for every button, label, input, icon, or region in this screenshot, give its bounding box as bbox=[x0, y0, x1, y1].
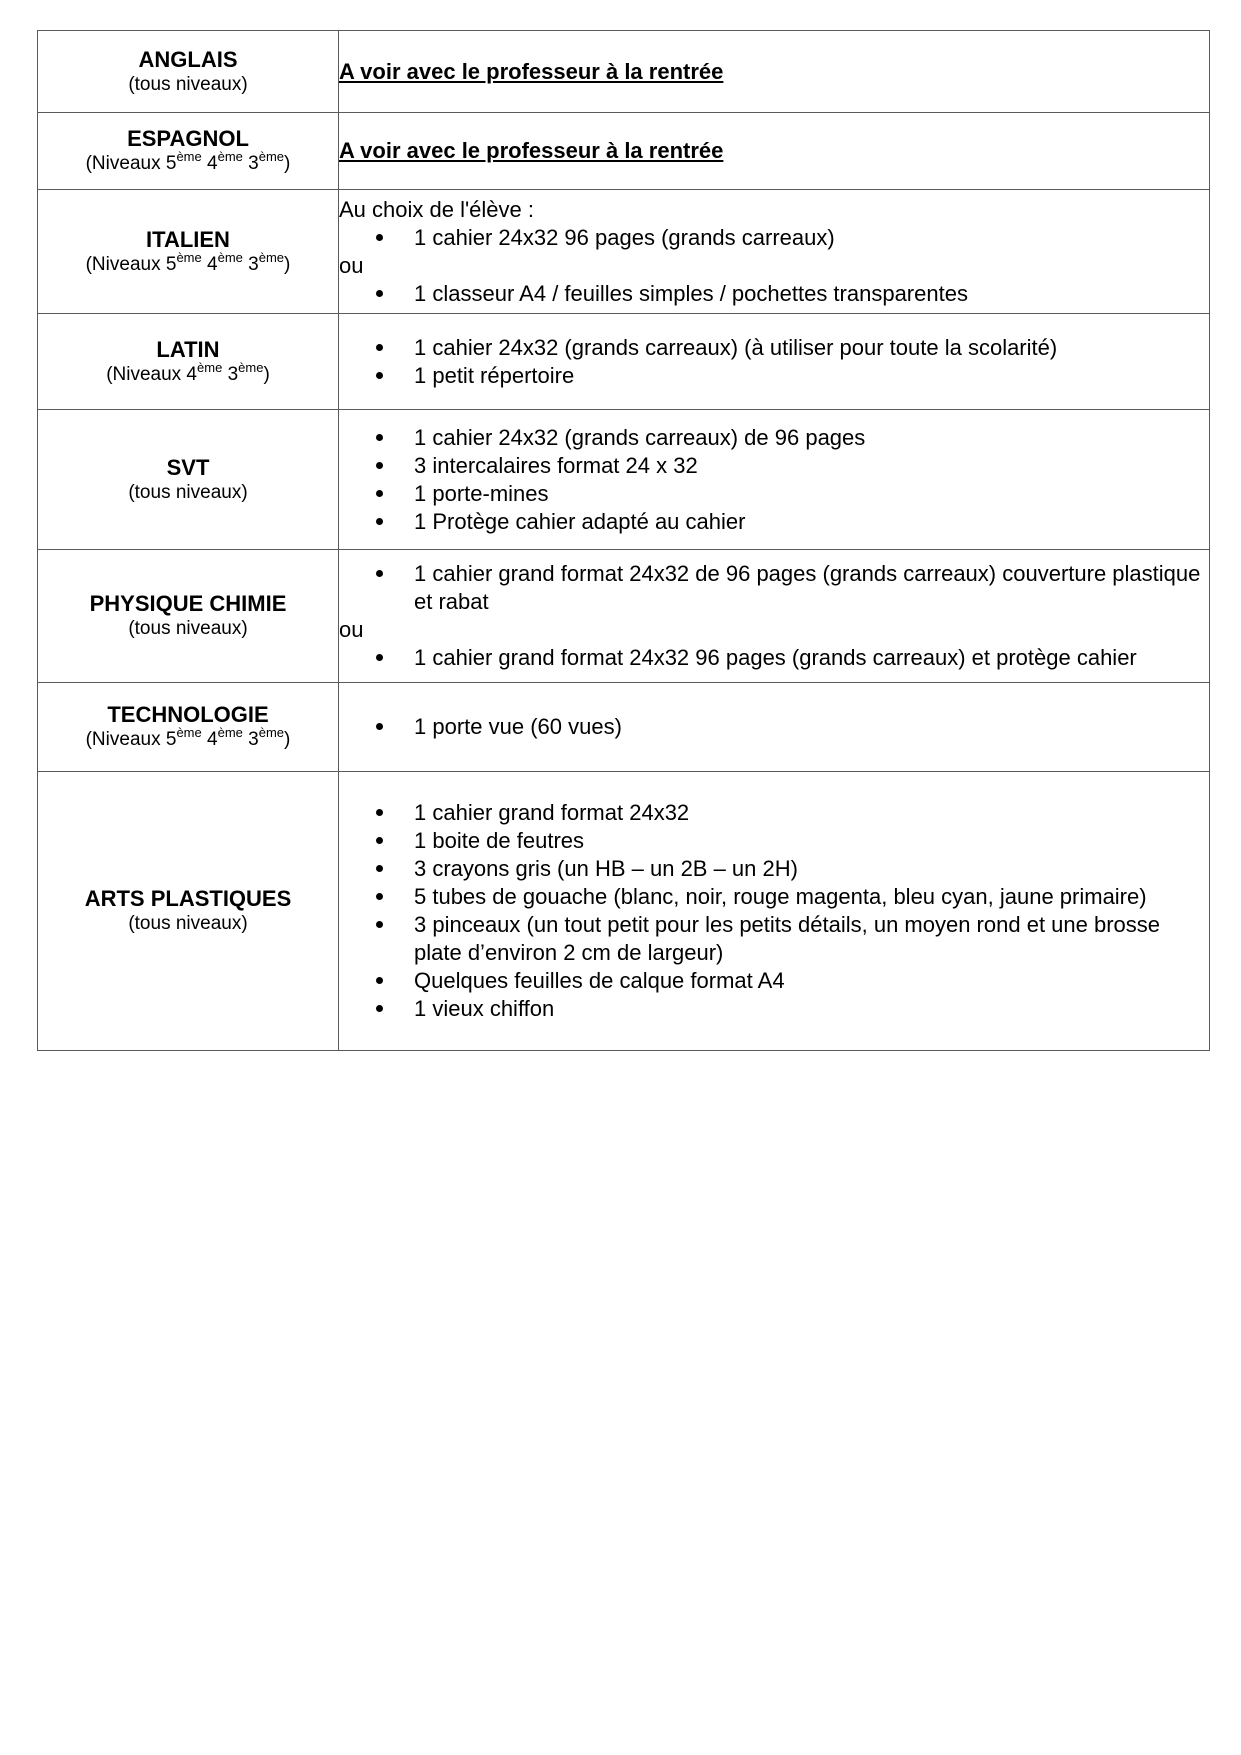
supply-list bbox=[339, 424, 1209, 536]
list-item: 1 classeur A4 / feuilles simples / pochettes transparentes bbox=[339, 280, 1209, 308]
row-technologie bbox=[38, 683, 1210, 772]
option-list bbox=[339, 644, 1209, 672]
subject-level: (tous niveaux) bbox=[128, 913, 248, 934]
subject-cell bbox=[38, 190, 339, 314]
content-cell bbox=[339, 113, 1210, 190]
subject-name: ITALIEN bbox=[146, 226, 230, 252]
bullet-icon bbox=[376, 893, 383, 900]
or-text: ou bbox=[339, 252, 364, 278]
list-item: 1 vieux chiffon bbox=[339, 995, 1209, 1023]
subject-name: ARTS PLASTIQUES bbox=[84, 886, 292, 911]
subject-cell bbox=[38, 683, 339, 772]
row-physique-chimie bbox=[38, 550, 1210, 683]
subject-level: (Niveaux 5ème 4ème 3ème) bbox=[85, 149, 291, 174]
bullet-icon bbox=[376, 837, 383, 844]
list-item: 1 cahier grand format 24x32 de 96 pages (grands carreaux) couverture plastique et rabat bbox=[339, 560, 1209, 616]
list-item: 3 intercalaires format 24 x 32 bbox=[339, 452, 1209, 480]
bullet-icon bbox=[376, 865, 383, 872]
option-list bbox=[339, 224, 1209, 252]
list-item: 1 petit répertoire bbox=[339, 362, 1209, 390]
supply-list bbox=[339, 799, 1209, 1023]
subject-name: ANGLAIS bbox=[138, 46, 238, 72]
supply-list bbox=[339, 334, 1209, 390]
row-anglais bbox=[38, 31, 1210, 113]
list-item: 1 cahier grand format 24x32 96 pages (grands carreaux) et protège cahier bbox=[339, 644, 1209, 672]
content-cell bbox=[339, 410, 1210, 550]
bullet-icon bbox=[376, 518, 383, 525]
row-arts-plastiques bbox=[38, 772, 1210, 1051]
bullet-icon bbox=[376, 234, 383, 241]
subject-level: (Niveaux 5ème 4ème 3ème) bbox=[85, 249, 291, 275]
bullet-icon bbox=[376, 723, 383, 730]
subject-level: (tous niveaux) bbox=[128, 481, 248, 503]
content-cell bbox=[339, 190, 1210, 314]
row-svt bbox=[38, 410, 1210, 550]
subject-level: (Niveaux 5ème 4ème 3ème) bbox=[85, 725, 291, 750]
content-cell bbox=[339, 772, 1210, 1051]
bullet-icon bbox=[376, 1005, 383, 1012]
list-item: 1 cahier grand format 24x32 bbox=[339, 799, 1209, 827]
row-latin bbox=[38, 314, 1210, 410]
content-cell bbox=[339, 314, 1210, 410]
subject-cell bbox=[38, 772, 339, 1051]
list-item: 5 tubes de gouache (blanc, noir, rouge magenta, bleu cyan, jaune primaire) bbox=[339, 883, 1209, 911]
list-item: 1 porte vue (60 vues) bbox=[339, 713, 1209, 741]
option-list bbox=[339, 280, 1209, 308]
subject-cell bbox=[38, 410, 339, 550]
bullet-icon bbox=[376, 344, 383, 351]
or-text: ou bbox=[339, 617, 364, 642]
content-cell bbox=[339, 31, 1210, 113]
list-item: 1 cahier 24x32 (grands carreaux) (à utiliser pour toute la scolarité) bbox=[339, 334, 1209, 362]
bullet-icon bbox=[376, 570, 383, 577]
subject-level: (tous niveaux) bbox=[128, 618, 248, 639]
supplies-table bbox=[37, 30, 1210, 1051]
subject-cell bbox=[38, 31, 339, 113]
subject-cell bbox=[38, 314, 339, 410]
subject-name: ESPAGNOL bbox=[127, 126, 249, 151]
bullet-icon bbox=[376, 372, 383, 379]
bullet-icon bbox=[376, 434, 383, 441]
list-item: 1 cahier 24x32 96 pages (grands carreaux) bbox=[339, 224, 1209, 252]
bullet-icon bbox=[376, 490, 383, 497]
teacher-note: A voir avec le professeur à la rentrée bbox=[339, 138, 724, 163]
subject-level: (Niveaux 4ème 3ème) bbox=[106, 359, 270, 385]
teacher-note: A voir avec le professeur à la rentrée bbox=[339, 58, 724, 84]
intro-text: Au choix de l'élève : bbox=[339, 196, 534, 222]
list-item: 3 crayons gris (un HB – un 2B – un 2H) bbox=[339, 855, 1209, 883]
subject-cell bbox=[38, 113, 339, 190]
bullet-icon bbox=[376, 809, 383, 816]
list-item: Quelques feuilles de calque format A4 bbox=[339, 967, 1209, 995]
subject-cell bbox=[38, 550, 339, 683]
bullet-icon bbox=[376, 921, 383, 928]
row-italien bbox=[38, 190, 1210, 314]
list-item: 3 pinceaux (un tout petit pour les petits détails, un moyen rond et une brosse plate d’environ 2 cm de largeur) bbox=[339, 911, 1209, 967]
option-list bbox=[339, 560, 1209, 616]
subject-name: SVT bbox=[166, 454, 210, 480]
content-cell bbox=[339, 550, 1210, 683]
bullet-icon bbox=[376, 654, 383, 661]
list-item: 1 Protège cahier adapté au cahier bbox=[339, 508, 1209, 536]
subject-name: TECHNOLOGIE bbox=[107, 702, 269, 727]
bullet-icon bbox=[376, 462, 383, 469]
subject-level: (tous niveaux) bbox=[128, 73, 248, 95]
subject-name: LATIN bbox=[156, 336, 220, 362]
bullet-icon bbox=[376, 977, 383, 984]
content-cell bbox=[339, 683, 1210, 772]
bullet-icon bbox=[376, 290, 383, 297]
subject-name: PHYSIQUE CHIMIE bbox=[89, 591, 287, 616]
row-espagnol bbox=[38, 113, 1210, 190]
list-item: 1 porte-mines bbox=[339, 480, 1209, 508]
supply-list bbox=[339, 713, 1209, 741]
list-item: 1 cahier 24x32 (grands carreaux) de 96 pages bbox=[339, 424, 1209, 452]
list-item: 1 boite de feutres bbox=[339, 827, 1209, 855]
